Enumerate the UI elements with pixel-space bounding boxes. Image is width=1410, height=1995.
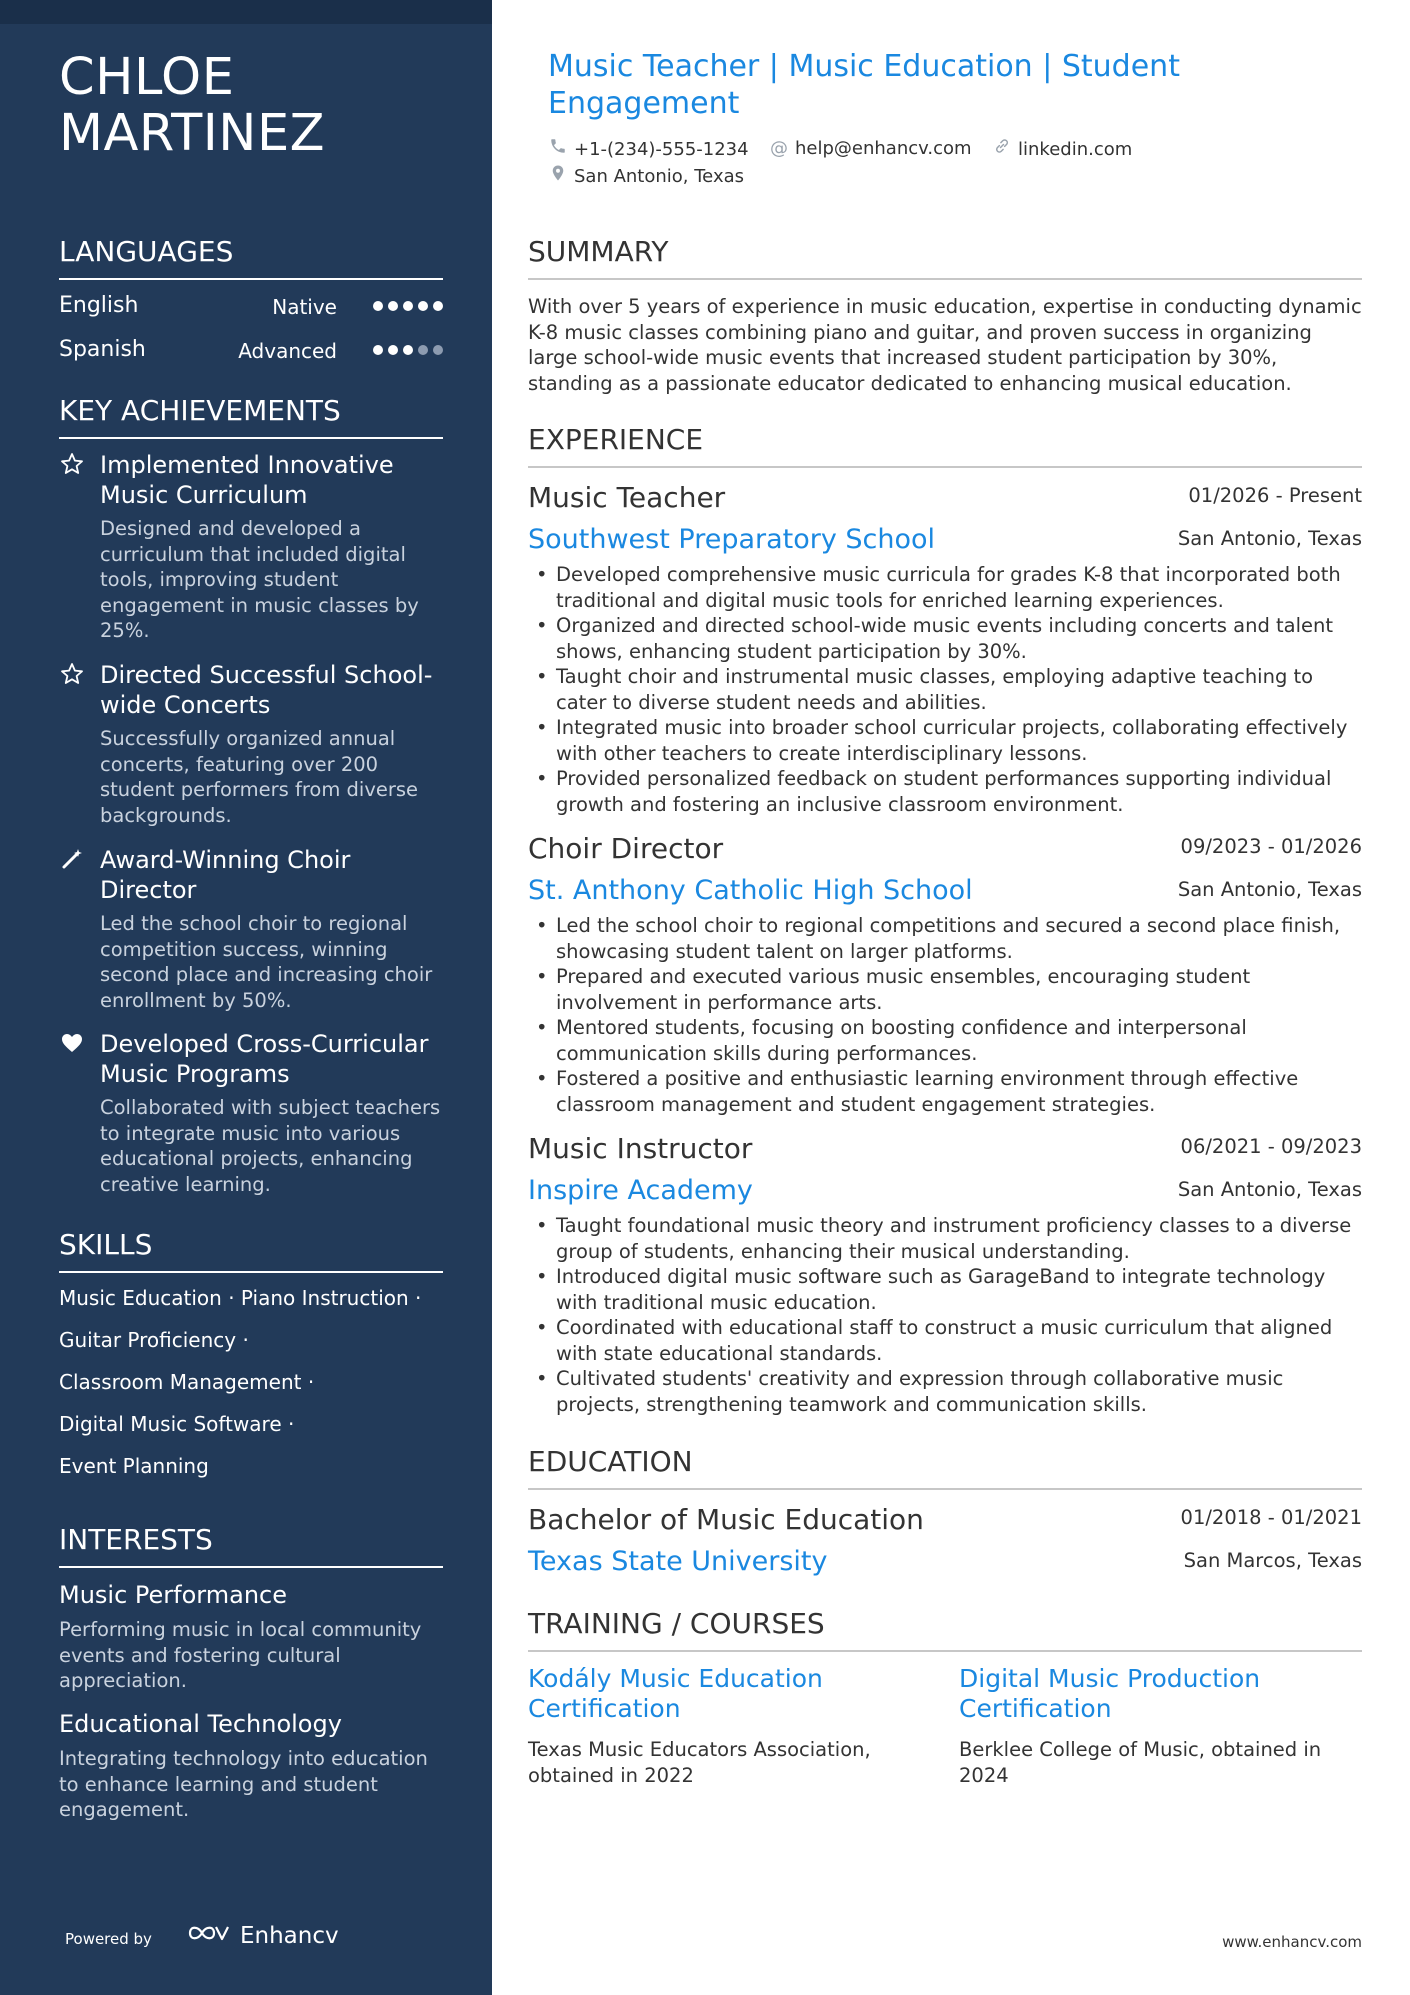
job-bullets	[528, 1213, 1364, 1417]
language-name: Spanish	[59, 337, 146, 362]
language-name: English	[59, 293, 139, 318]
name-line-first: CHLOE	[59, 48, 235, 107]
magic-wand-icon	[59, 847, 85, 873]
education-date: 01/2018 - 01/2021	[1180, 1506, 1362, 1529]
list-item: • Developed comprehensive music curricula for grades K-8 that incorporated both traditional and digital music tools for enriched learning experiences.	[528, 562, 1364, 613]
list-item: • Taught choir and instrumental music classes, employing adaptive teaching to cater to diverse student needs and abilities.	[528, 664, 1364, 715]
job-company[interactable]: Inspire Academy	[528, 1175, 753, 1206]
job-bullets	[528, 913, 1364, 1117]
list-item: • Mentored students, focusing on boosting confidence and interpersonal communication skills during performances.	[528, 1015, 1364, 1066]
job-title: Music Instructor	[528, 1132, 753, 1165]
training-heading: TRAINING / COURSES	[528, 1606, 1362, 1652]
email-address: help@enhancv.com	[795, 138, 972, 159]
achievement-item	[59, 1029, 443, 1197]
education-degree: Bachelor of Music Education	[528, 1503, 924, 1536]
interests-heading: INTERESTS	[59, 1522, 443, 1568]
achievement-description: Successfully organized annual concerts, featuring over 200 student performers from diverse backgrounds.	[100, 727, 419, 827]
education-heading: EDUCATION	[528, 1444, 1362, 1490]
list-item: • Prepared and executed various music ensembles, encouraging student involvement in performance arts.	[528, 964, 1364, 1015]
proficiency-dot	[418, 301, 428, 311]
proficiency-dot-empty	[418, 345, 428, 355]
list-item: • Coordinated with educational staff to construct a music curriculum that aligned with state educational standards.	[528, 1315, 1364, 1366]
list-item: • Introduced digital music software such as GarageBand to integrate technology with traditional music education.	[528, 1264, 1364, 1315]
job-location: San Antonio, Texas	[1177, 1178, 1362, 1201]
sidebar	[0, 0, 492, 1995]
skill-label: Guitar Proficiency	[59, 1328, 237, 1352]
skill-item: Digital Music Software ·	[59, 1412, 295, 1436]
skill-item: Guitar Proficiency ·	[59, 1328, 249, 1352]
education-school[interactable]: Texas State University	[528, 1546, 828, 1577]
proficiency-dot	[403, 301, 413, 311]
skills-heading: SKILLS	[59, 1227, 443, 1273]
job-company[interactable]: St. Anthony Catholic High School	[528, 875, 973, 906]
star-icon	[59, 452, 85, 478]
link-icon	[992, 137, 1012, 162]
achievement-title: Award-Winning Choir Director	[100, 846, 351, 904]
list-item: • Organized and directed school-wide music events including concerts and talent shows, enhancing student participation by 30%.	[528, 613, 1364, 664]
brand-name: Enhancv	[240, 1923, 339, 1949]
job-company[interactable]: Southwest Preparatory School	[528, 524, 936, 555]
achievement-title: Implemented Innovative Music Curriculum	[100, 451, 394, 509]
achievement-item	[59, 845, 443, 1013]
list-item: • Led the school choir to regional competitions and secured a second place finish, showcasing student talent on larger platforms.	[528, 913, 1364, 964]
achievement-title: Directed Successful School-wide Concerts	[100, 661, 433, 719]
list-item: • Fostered a positive and enthusiastic learning environment through effective classroom management and student engagement strategies.	[528, 1066, 1364, 1117]
achievements-heading: KEY ACHIEVEMENTS	[59, 393, 443, 439]
language-row-english	[59, 293, 443, 329]
job-location: San Antonio, Texas	[1177, 527, 1362, 550]
language-level: Native	[272, 295, 337, 319]
skill-label: Music Education	[59, 1286, 222, 1310]
experience-heading: EXPERIENCE	[528, 422, 1362, 468]
language-level: Advanced	[238, 339, 337, 363]
language-proficiency-dots	[373, 345, 443, 355]
interest-description: Performing music in local community events and fostering cultural appreciation.	[59, 1618, 422, 1692]
star-icon	[59, 662, 85, 688]
skill-label: Event Planning	[59, 1454, 209, 1478]
course-title[interactable]: Kodály Music Education Certification	[528, 1664, 823, 1723]
main-content	[492, 0, 1410, 1995]
achievement-item	[59, 450, 443, 644]
language-proficiency-dots	[373, 301, 443, 311]
contact-phone[interactable]	[548, 137, 749, 162]
job-date: 06/2021 - 09/2023	[1180, 1135, 1362, 1158]
proficiency-dot	[433, 301, 443, 311]
phone-icon	[548, 137, 568, 162]
course-title[interactable]: Digital Music Production Certification	[959, 1664, 1261, 1723]
skill-item: Music Education · Piano Instruction ·	[59, 1286, 422, 1310]
summary-text: With over 5 years of experience in music education, expertise in conducting dynamic K-8 music classes combining piano and guitar, and proven success in organizing large school-wide music events that increased student participation by 30%, standing as a passionate educator dedicated to enhancing musical education.	[528, 295, 1362, 395]
proficiency-dot-empty	[433, 345, 443, 355]
list-item: • Cultivated students' creativity and expression through collaborative music projects, strengthening teamwork and communication skills.	[528, 1366, 1364, 1417]
brand-logo[interactable]	[186, 1921, 339, 1951]
achievement-description: Designed and developed a curriculum that included digital tools, improving student engagement in music classes by 25%.	[100, 517, 419, 642]
job-bullets	[528, 562, 1364, 817]
course-description: Berklee College of Music, obtained in 2024	[959, 1738, 1322, 1787]
skill-label: Classroom Management	[59, 1370, 302, 1394]
language-row-spanish	[59, 337, 443, 373]
proficiency-dot	[373, 345, 383, 355]
achievement-description: Collaborated with subject teachers to integrate music into various educational projects, enhancing creative learning.	[100, 1096, 441, 1196]
heart-icon	[59, 1031, 85, 1057]
location-text: San Antonio, Texas	[574, 165, 744, 187]
footer-url[interactable]: www.enhancv.com	[1222, 1933, 1362, 1951]
enhancv-logo-icon	[186, 1921, 232, 1951]
contact-email[interactable]	[769, 137, 972, 161]
at-sign-icon: @	[770, 138, 788, 159]
proficiency-dot	[388, 301, 398, 311]
skill-label: Piano Instruction	[240, 1286, 409, 1310]
list-item: • Integrated music into broader school curricular projects, collaborating effectively with other teachers to create interdisciplinary lessons.	[528, 715, 1364, 766]
achievement-title: Developed Cross-Curricular Music Programs	[100, 1030, 429, 1088]
summary-heading: SUMMARY	[528, 234, 1362, 280]
education-location: San Marcos, Texas	[1183, 1549, 1362, 1572]
proficiency-dot	[403, 345, 413, 355]
location-pin-icon	[548, 164, 568, 189]
list-item: • Provided personalized feedback on student performances supporting individual growth and fostering an inclusive classroom environment.	[528, 766, 1364, 817]
languages-heading: LANGUAGES	[59, 234, 443, 280]
list-item: • Taught foundational music theory and instrument proficiency classes to a diverse group of students, enhancing their musical understanding.	[528, 1213, 1364, 1264]
contact-linkedin[interactable]	[992, 137, 1132, 162]
candidate-name	[59, 50, 459, 162]
skill-item: Classroom Management ·	[59, 1370, 315, 1394]
job-location: San Antonio, Texas	[1177, 878, 1362, 901]
skill-label: Digital Music Software	[59, 1412, 282, 1436]
job-date: 09/2023 - 01/2026	[1180, 835, 1362, 858]
contact-location	[548, 164, 744, 189]
achievement-description: Led the school choir to regional competition success, winning second place and increasing choir enrollment by 50%.	[100, 912, 433, 1012]
job-title: Choir Director	[528, 832, 724, 865]
interest-title: Educational Technology	[59, 1710, 342, 1738]
interest-title: Music Performance	[59, 1581, 287, 1609]
phone-number: +1-(234)-555-1234	[574, 138, 749, 160]
course-description: Texas Music Educators Association, obtained in 2022	[528, 1738, 871, 1787]
job-title: Music Teacher	[528, 481, 726, 514]
linkedin-url: linkedin.com	[1018, 138, 1133, 160]
powered-by-label: Powered by	[65, 1930, 152, 1948]
achievement-item	[59, 660, 443, 828]
proficiency-dot	[373, 301, 383, 311]
interest-description: Integrating technology into education to enhance learning and student engagement.	[59, 1747, 428, 1821]
skill-item	[59, 1453, 209, 1479]
proficiency-dot	[388, 345, 398, 355]
name-line-last: MARTINEZ	[59, 104, 326, 163]
headline-tagline: Music Teacher | Music Education | Student Engagement	[548, 49, 1180, 121]
job-date: 01/2026 - Present	[1188, 484, 1362, 507]
sidebar-top-bar	[0, 0, 492, 24]
